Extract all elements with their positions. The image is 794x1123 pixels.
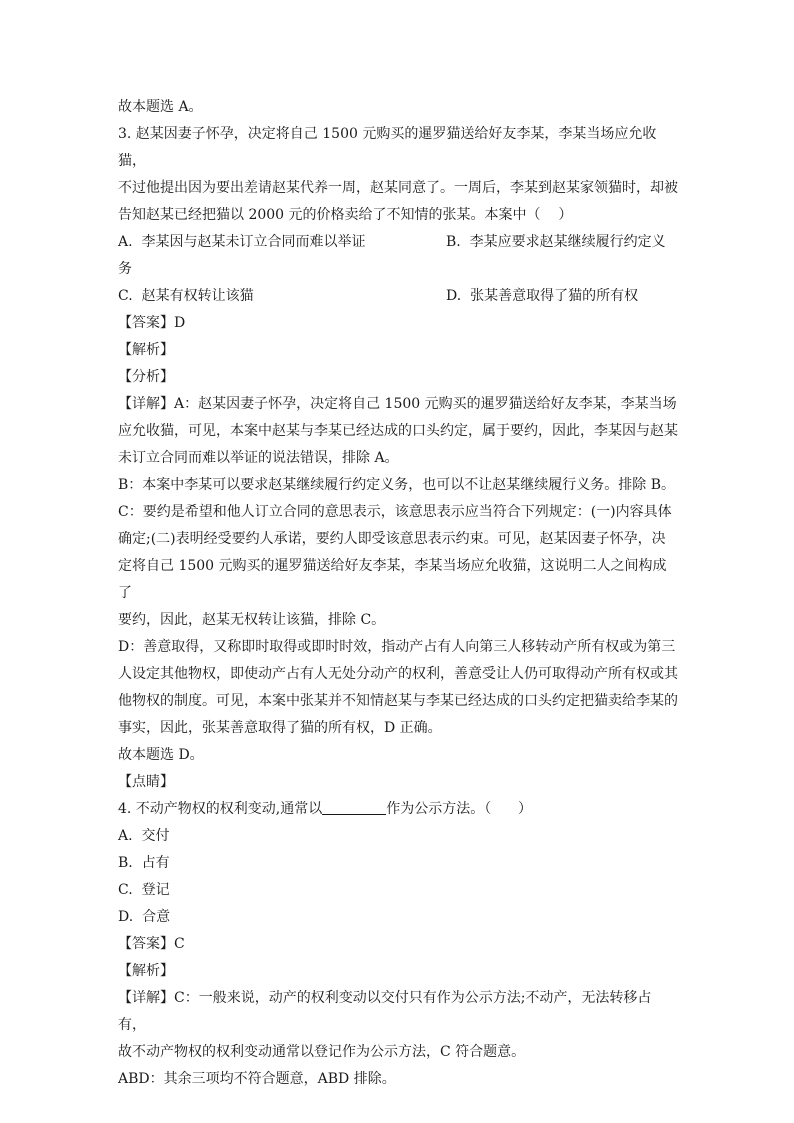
q3-fenxi-label: 【分析】: [118, 369, 174, 385]
q3-detail-line: 定将自己 1500 元购买的暹罗猫送给好友李某，李某当场应允收猫，这说明二人之间构成了: [118, 558, 667, 601]
q4-option-c: C. 登记: [118, 882, 170, 898]
q3-stem-line: 不过他提出因为要出差请赵某代养一周，赵某同意了。一周后，李某到赵某家领猫时，却被: [118, 180, 678, 196]
q3-detail-line: 应允收猫，可见，本案中赵某与李某已经达成的口头约定，属于要约，因此，李某因与赵某: [118, 423, 678, 439]
q3-options: [118, 229, 678, 256]
q3-option-a: A. 李某因与赵某未订立合同而难以举证: [118, 234, 366, 250]
q3-detail-line: 未订立合同而难以举证的说法错误，排除 A。: [118, 450, 399, 466]
q3-stem-line: 3. 赵某因妻子怀孕，决定将自己 1500 元购买的暹罗猫送给好友李某，李某当场应允收猫，: [118, 126, 657, 169]
q4-detail-line: 【详解】C：一般来说，动产的权利变动以交付只有作为公示方法;不动产，无法转移占有，: [118, 990, 652, 1033]
q3-options: [118, 283, 678, 310]
q4-detail-line: 故不动产物权的权利变动通常以登记作为公示方法，C 符合题意。: [118, 1044, 526, 1060]
q3-detail-line: C：要约是希望和他人订立合同的意思表示，该意思表示应当符合下列规定：(一)内容具体: [118, 504, 672, 520]
q4-stem: [118, 796, 678, 823]
q4-option-b: B. 占有: [118, 855, 170, 871]
q3-answer: 【答案】D: [118, 315, 186, 331]
q4-detail-line: ABD：其余三项均不符合题意，ABD 排除。: [118, 1071, 396, 1087]
q3-detail-line: 人设定其他物权，即使动产占有人无处分动产的权利，善意受让人仍可取得动产所有权或其: [118, 666, 678, 682]
question-3: [118, 121, 678, 796]
q4-option-d: D. 合意: [118, 909, 171, 925]
q3-detail-line: B：本案中李某可以要求赵某继续履行约定义务，也可以不让赵某继续履行义务。排除 B。: [118, 477, 676, 493]
q3-option-c: C. 赵某有权转让该猫: [118, 288, 254, 304]
fill-in-blank: [322, 800, 386, 815]
q3-analysis-label: 【解析】: [118, 342, 174, 358]
q3-option-b: B. 李某应要求赵某继续履行约定义: [446, 234, 666, 250]
prev-conclusion: 故本题选 A。: [118, 99, 203, 115]
q3-detail-line: 他物权的制度。可见，本案中张某并不知情赵某与李某已经达成的口头约定把猫卖给李某的: [118, 693, 678, 709]
q4-answer: 【答案】C: [118, 936, 185, 952]
q3-dianjing-label: 【点睛】: [118, 774, 174, 790]
q3-option-b-continued: 务: [118, 261, 132, 277]
q3-detail-line: 【详解】A：赵某因妻子怀孕，决定将自己 1500 元购买的暹罗猫送给好友李某，李某当场: [118, 396, 677, 412]
question-4: [118, 796, 678, 1093]
q3-option-d: D. 张某善意取得了猫的所有权: [446, 288, 639, 304]
document-content: [118, 94, 678, 1093]
q4-stem-before: 4. 不动产物权的权利变动,通常以: [118, 801, 323, 817]
q3-detail-line: D：善意取得，又称即时取得或即时时效，指动产占有人向第三人移转动产所有权或为第三: [118, 639, 676, 655]
q4-stem-after: 作为公示方法。（ ）: [386, 801, 532, 817]
q4-option-a: A. 交付: [118, 828, 170, 844]
q4-analysis-label: 【解析】: [118, 963, 174, 979]
q3-detail-line: 事实，因此，张某善意取得了猫的所有权，D 正确。: [118, 720, 442, 736]
q3-conclusion: 故本题选 D。: [118, 747, 204, 763]
q3-detail-line: 确定;(二)表明经受要约人承诺，要约人即受该意思表示约束。可见，赵某因妻子怀孕，决: [118, 531, 666, 547]
q3-detail-line: 要约，因此，赵某无权转让该猫，排除 C。: [118, 612, 386, 628]
q3-stem-line: 告知赵某已经把猫以 2000 元的价格卖给了不知情的张某。本案中（ ）: [118, 207, 573, 223]
